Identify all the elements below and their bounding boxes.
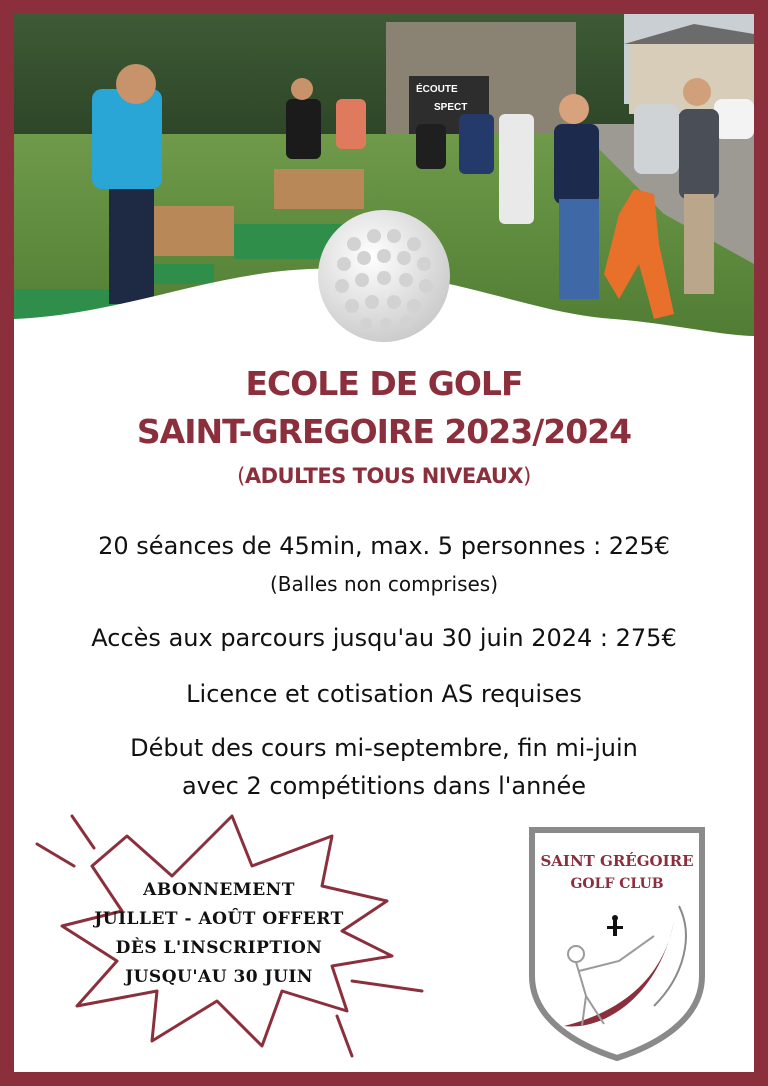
sign-text: SPECT (434, 102, 468, 113)
schedule-line-1: Début des cours mi-septembre, fin mi-juin (130, 734, 638, 762)
page-title-season: SAINT-GREGOIRE 2023/2024 (136, 412, 632, 451)
subtitle (14, 464, 754, 488)
promo-line: JUSQU'AU 30 JUIN (125, 967, 313, 987)
promo-text (94, 876, 344, 992)
promo-line: DÈS L'INSCRIPTION (115, 938, 323, 958)
logo-subname: GOLF CLUB (570, 876, 664, 892)
subtitle-text: ADULTES TOUS NIVEAUX (244, 464, 524, 488)
club-logo (524, 826, 710, 1062)
logo-name: SAINT GRÉGOIRE (540, 852, 694, 870)
page-title: ECOLE DE GOLF (245, 364, 523, 403)
golf-lesson-photo (14, 14, 754, 344)
pricing-sessions: 20 séances de 45min, max. 5 personnes : 225€ (98, 532, 670, 560)
paren-open: ( (237, 464, 245, 488)
paren-close: ) (523, 464, 531, 488)
pricing-course-access: Accès aux parcours jusqu'au 30 juin 2024 : 275€ (91, 624, 677, 652)
schedule-line-2: avec 2 compétitions dans l'année (181, 772, 587, 800)
license-requirement: Licence et cotisation AS requises (186, 680, 582, 708)
promo-line: ABONNEMENT (143, 880, 295, 900)
poster (14, 14, 754, 1072)
promo-line: JUILLET - AOÛT OFFERT (94, 909, 344, 929)
sign-text: ÉCOUTE (416, 84, 458, 95)
pricing-note: (Balles non comprises) (269, 572, 499, 596)
